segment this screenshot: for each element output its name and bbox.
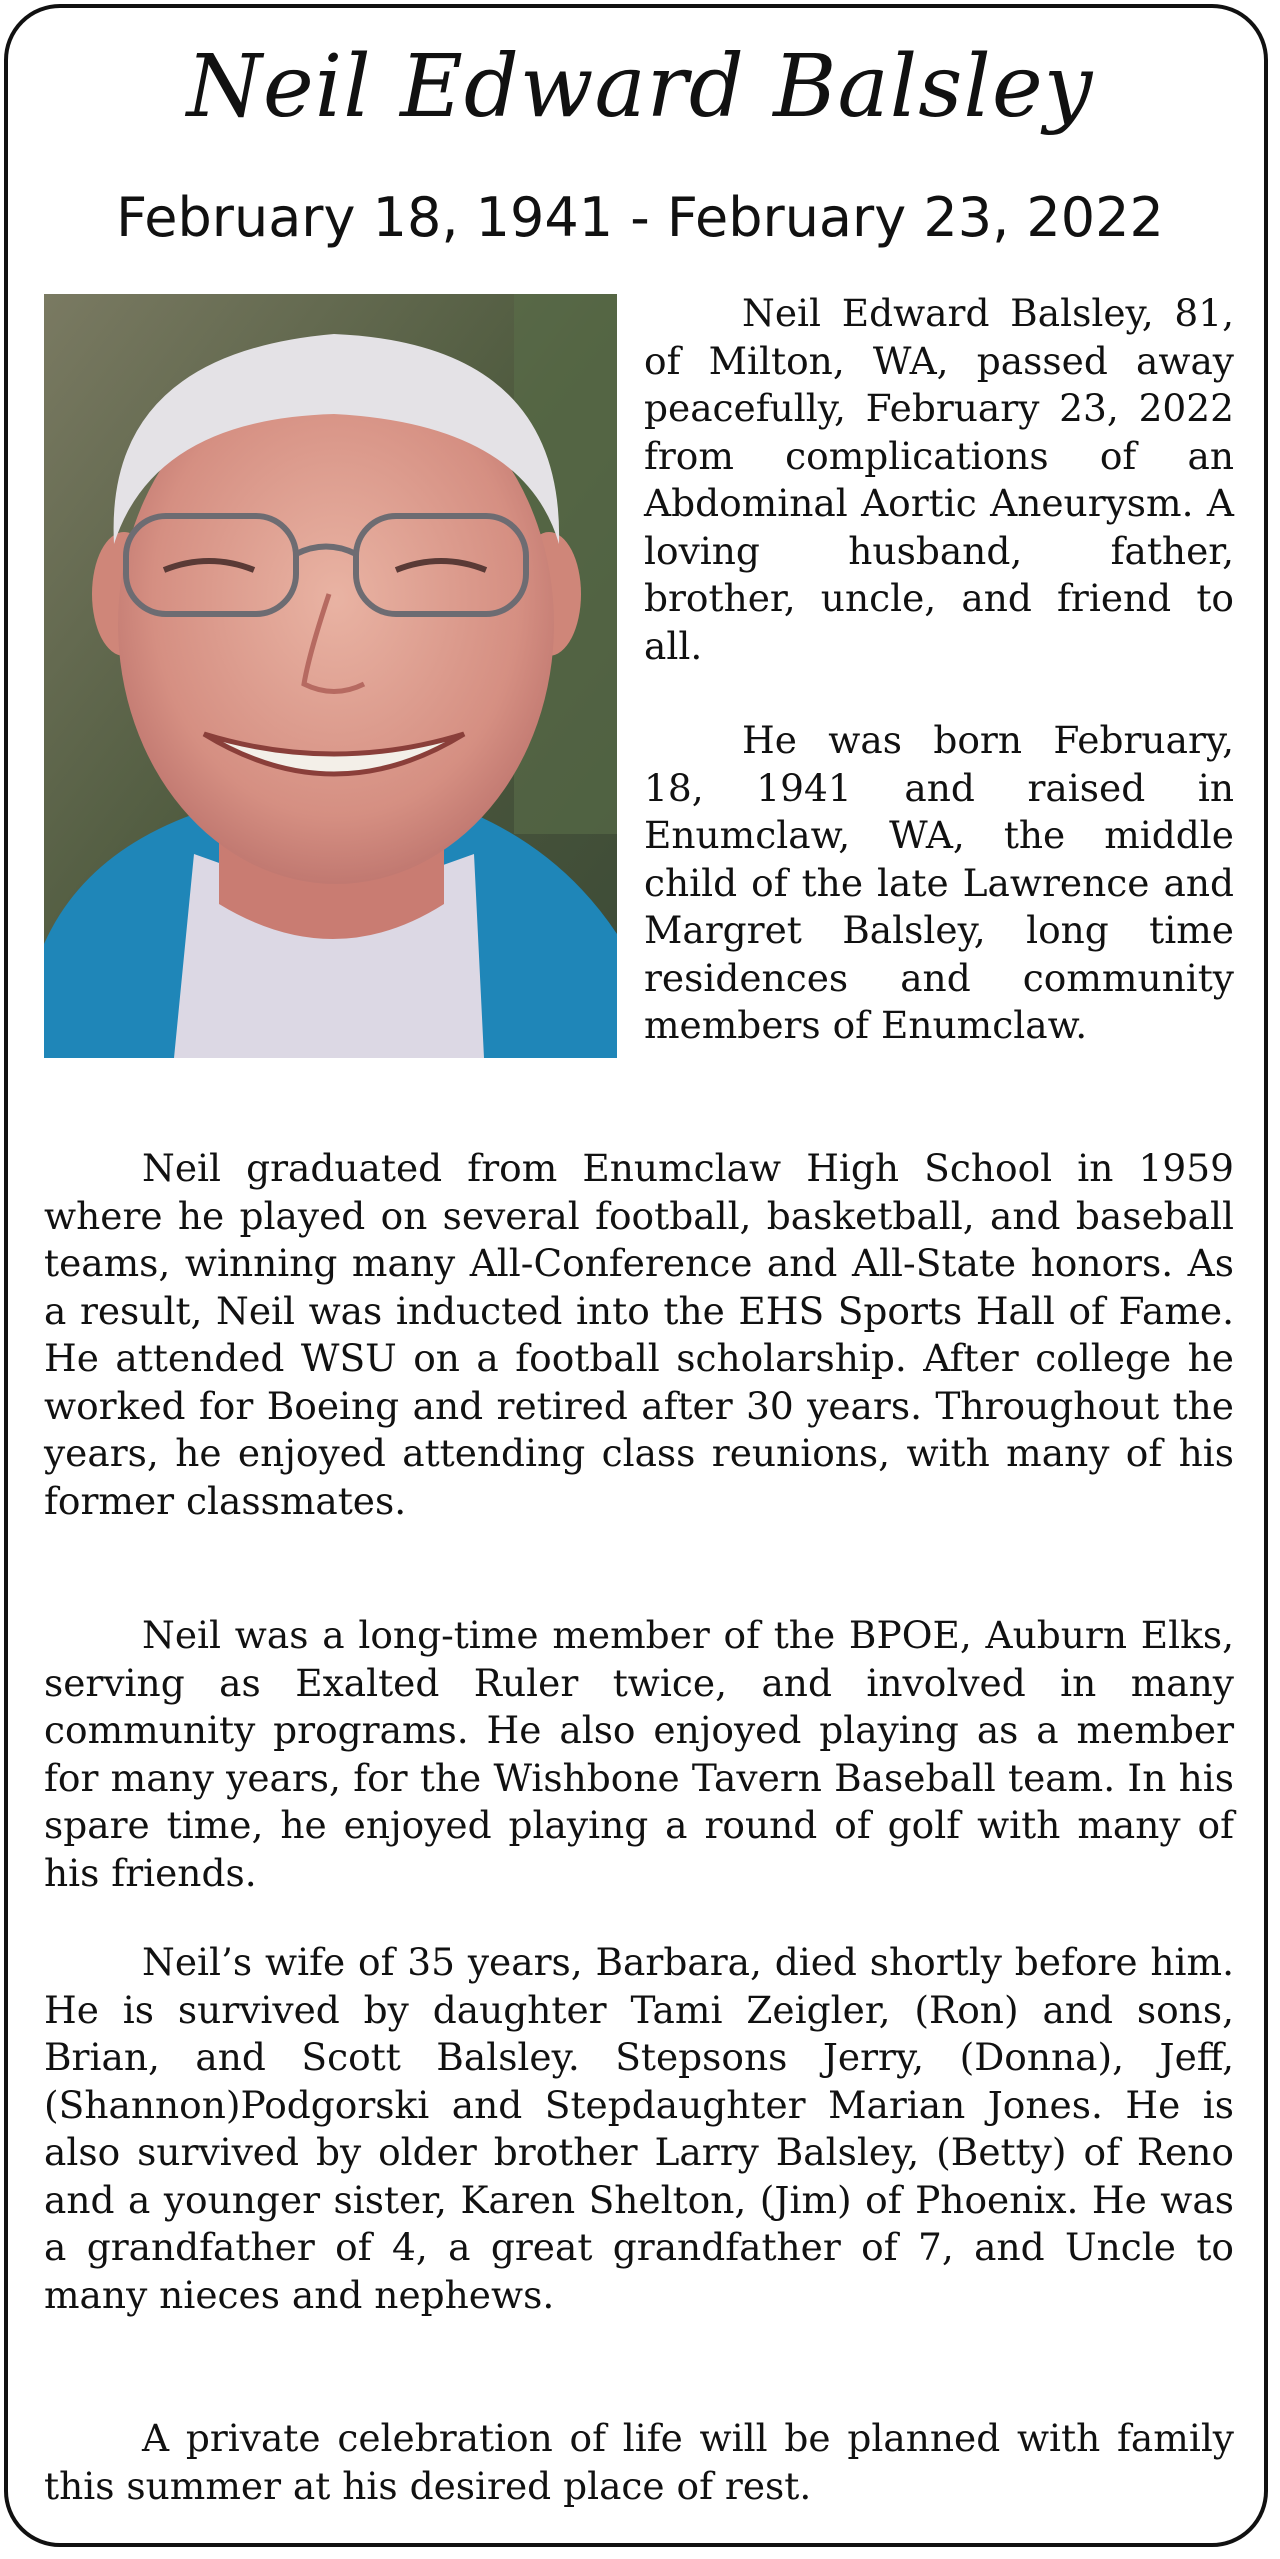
paragraph-survivors: Neil’s wife of 35 years, Barbara, died shortly before him. He is survived by daughter Tami Zeigler, (Ron) and sons, Brian, and Scott Balsley. Stepsons Jerry, (Donna), Jeff, (Shannon)Podgorski and Stepdaughter Marian Jones. He is also survived by older brother Larry Balsley, (Betty) of Reno and a younger sister, Karen Shelton, (Jim) of Phoenix. He was a grandfather of 4, a great grandfather of 7, and Uncle to many nieces and nephews.: [44, 1940, 1234, 2317]
paragraph-education-career: Neil graduated from Enumclaw High School in 1959 where he played on several football, basketball, and baseball teams, winning many All-Conference and All-State honors. As a result, Neil was inducted into the EHS Sports Hall of Fame. He attended WSU on a football scholarship. After college he worked for Boeing and retired after 30 years. Throughout the years, he enjoyed attending class reunions, with many of his former classmates.: [44, 1146, 1234, 1523]
intro-column: [644, 290, 1234, 1050]
paragraph-early-life: He was born February, 18, 1941 and raised in Enumclaw, WA, the middle child of the late Lawrence and Margret Balsley, long time residences and community members of Enumclaw.: [644, 718, 1234, 1047]
life-dates: February 18, 1941 - February 23, 2022: [116, 186, 1164, 249]
deceased-name: Neil Edward Balsley: [186, 37, 1094, 137]
paragraph-celebration: A private celebration of life will be planned with family this summer at his desired place of rest.: [44, 2416, 1234, 2508]
portrait-photo: [44, 294, 617, 1058]
paragraph-intro: Neil Edward Balsley, 81, of Milton, WA, passed away peacefully, February 23, 2022 from complications of an Abdominal Aortic Aneurysm. A loving husband, father, brother, uncle, and friend to all.: [644, 291, 1234, 668]
paragraph-community: Neil was a long-time member of the BPOE, Auburn Elks, serving as Exalted Ruler twice, and involved in many community programs. He also enjoyed playing as a member for many years, for the Wishbone Tavern Baseball team. In his spare time, he enjoyed playing a round of golf with many of his friends.: [44, 1613, 1234, 1895]
